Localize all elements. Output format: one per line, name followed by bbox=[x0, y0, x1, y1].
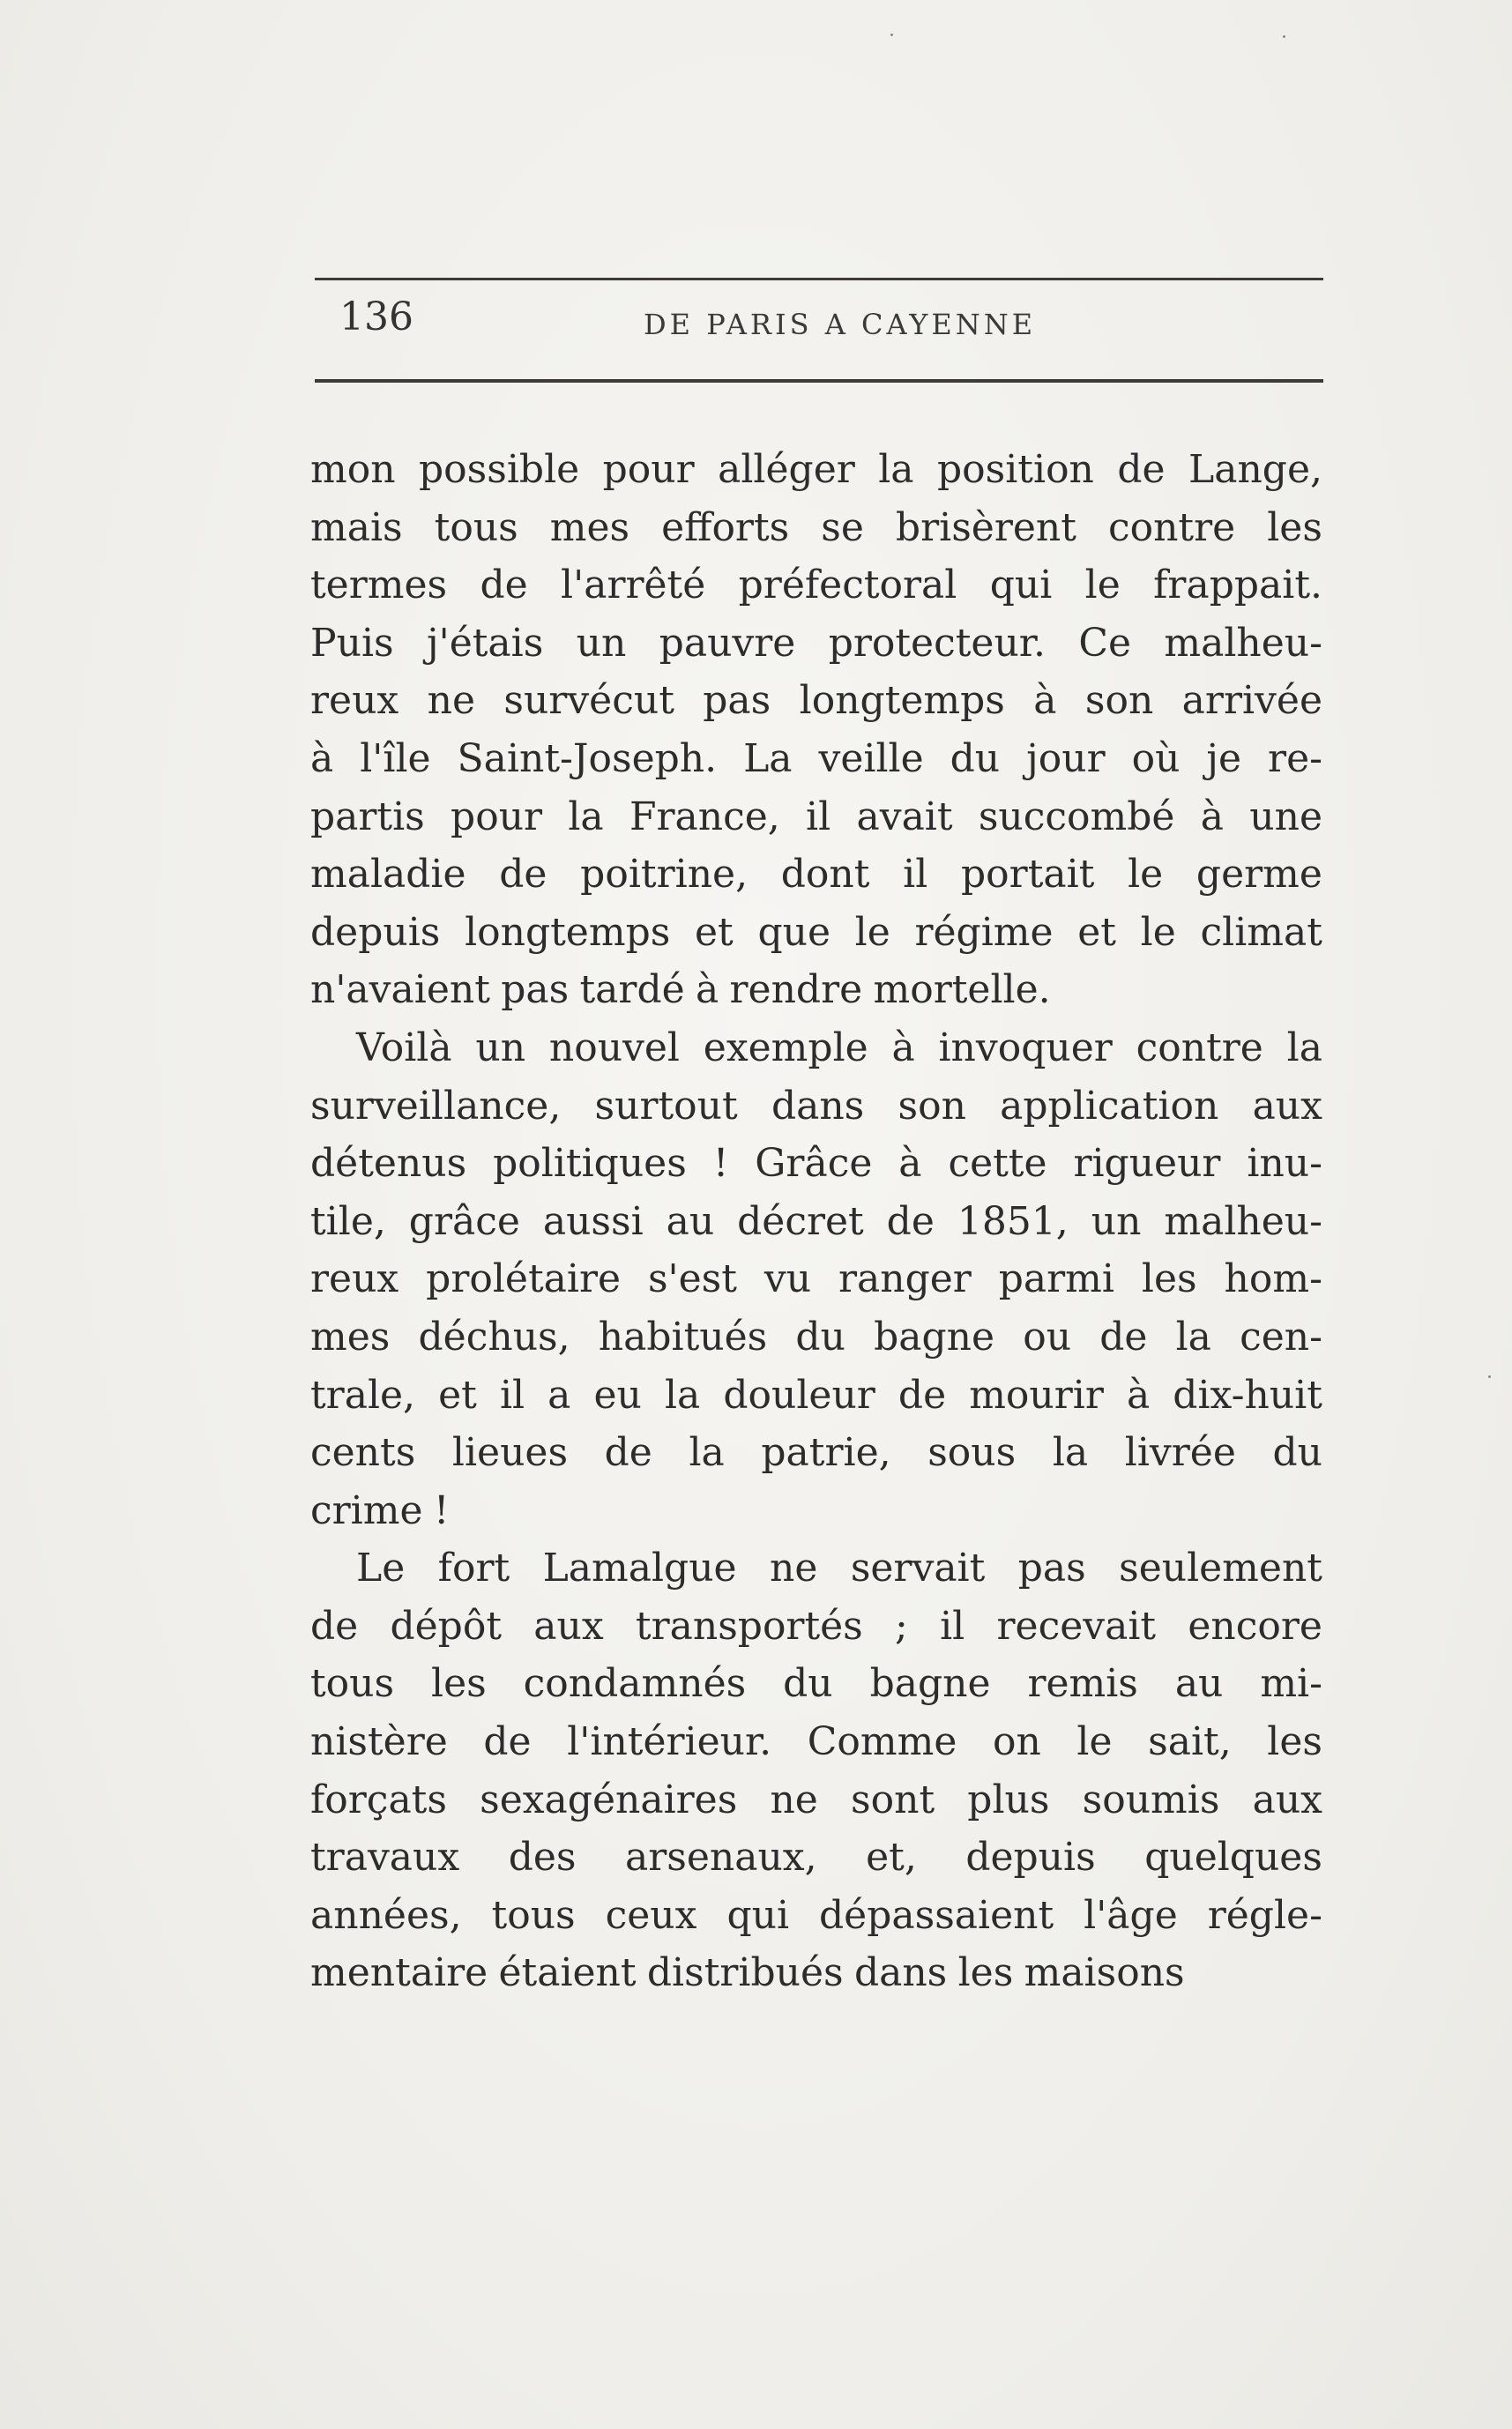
text-line: mentaire étaient distribués dans les maisons bbox=[310, 1950, 1185, 1996]
page-number: 136 bbox=[339, 294, 413, 339]
text-line: forçats sexagénaires ne sont plus soumis aux bbox=[310, 1777, 1322, 1822]
text-line: cents lieues de la patrie, sous la livrée du bbox=[310, 1430, 1322, 1476]
text-line: mes déchus, habitués du bagne ou de la cen- bbox=[310, 1314, 1322, 1360]
paper-speck bbox=[1488, 1375, 1491, 1378]
text-line: mon possible pour alléger la position de Lange, bbox=[310, 447, 1322, 492]
paper-speck bbox=[1283, 35, 1285, 38]
paragraph bbox=[310, 1539, 1322, 2002]
text-line: nistère de l'intérieur. Comme on le sait, les bbox=[310, 1719, 1322, 1765]
text-line: de dépôt aux transportés ; il recevait encore bbox=[310, 1603, 1322, 1649]
text-line: depuis longtemps et que le régime et le climat bbox=[310, 909, 1322, 955]
text-line: Voilà un nouvel exemple à invoquer contre la bbox=[356, 1025, 1322, 1070]
text-line: n'avaient pas tardé à rendre mortelle. bbox=[310, 967, 1051, 1013]
text-line: partis pour la France, il avait succombé à une bbox=[310, 794, 1322, 839]
text-line: Le fort Lamalgue ne servait pas seulement bbox=[356, 1546, 1322, 1591]
running-title: DE PARIS A CAYENNE bbox=[644, 308, 1037, 341]
text-line: reux ne survécut pas longtemps à son arrivée bbox=[310, 678, 1322, 724]
text-line: crime ! bbox=[310, 1487, 450, 1533]
text-line: surveillance, surtout dans son application aux bbox=[310, 1083, 1322, 1129]
text-line: maladie de poitrine, dont il portait le germe bbox=[310, 852, 1322, 898]
text-line: tile, grâce aussi au décret de 1851, un malheu- bbox=[310, 1198, 1322, 1244]
header-rule-bottom bbox=[315, 379, 1323, 383]
paper-speck bbox=[890, 34, 893, 36]
text-line: mais tous mes efforts se brisèrent contre les bbox=[310, 504, 1322, 550]
header-rule-top bbox=[315, 278, 1323, 280]
text-line: travaux des arsenaux, et, depuis quelques bbox=[310, 1835, 1322, 1881]
paragraph bbox=[310, 441, 1322, 1019]
text-line: tous les condamnés du bagne remis au mi- bbox=[310, 1661, 1322, 1707]
body-text bbox=[310, 441, 1322, 2002]
text-line: trale, et il a eu la douleur de mourir à dix-huit bbox=[310, 1372, 1322, 1418]
text-line: années, tous ceux qui dépassaient l'âge régle- bbox=[310, 1892, 1322, 1938]
text-line: Puis j'étais un pauvre protecteur. Ce malheu- bbox=[310, 620, 1322, 666]
paragraph bbox=[310, 1019, 1322, 1539]
text-line: détenus politiques ! Grâce à cette rigueur inu- bbox=[310, 1141, 1322, 1187]
text-line: reux prolétaire s'est vu ranger parmi les hom- bbox=[310, 1256, 1322, 1302]
text-line: termes de l'arrêté préfectoral qui le frappait. bbox=[310, 563, 1322, 608]
text-line: à l'île Saint-Joseph. La veille du jour où je re- bbox=[310, 735, 1322, 781]
